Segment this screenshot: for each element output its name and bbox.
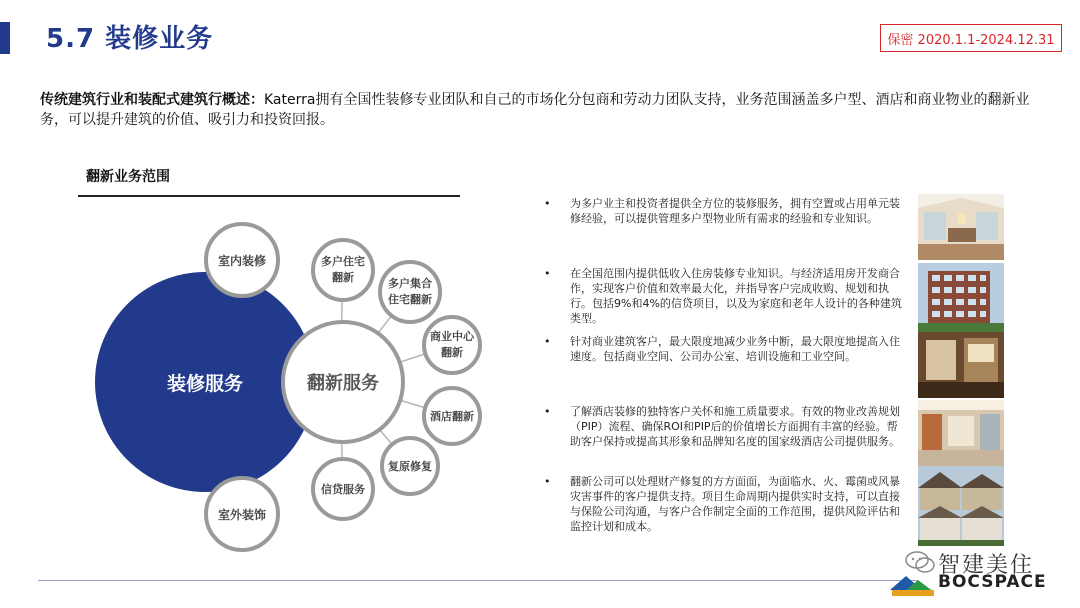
bullet-dot: • [544,475,551,488]
photo-townhouses [918,466,1004,546]
bullet-item-commercial [540,334,905,364]
core-label: 装修服务 [166,372,243,395]
house-logo-icon [888,570,938,600]
section-title: 翻新业务范围 [86,169,170,185]
photo-hotel-lobby [918,400,1004,466]
title-accent-bar [0,22,10,54]
footer-divider [38,580,918,581]
bullet-item-affordable [540,266,905,326]
bullet-text: 为多户业主和投资者提供全方位的装修服务，拥有空置或占用单元装修经验，可以提供管理多户型物业所有需求的经验和专业知识。 [570,197,900,225]
section-divider [78,195,460,197]
bullet-text: 翻新公司可以处理财产修复的方方面面，为面临水、火、霉菌或风暴灾害事件的客户提供支持。项目生命周期内提供实时支持，可以直接与保险公司沟通，与客户合作制定全面的工作范围，提供风险评估和监控计划和成本。 [570,475,900,533]
bullet-item-hotel [540,404,905,449]
bullet-item-restoration [540,474,905,534]
photo-commercial-interior [918,332,1004,398]
sub-label-6: 信贷服务 [321,483,365,496]
intro-text: Katerra拥有全国性装修专业团队和自己的市场化分包商和劳动力团队支持，业务范围涵盖多户型、酒店和商业物业的翻新业务，可以提升建筑的价值、吸引力和投资回报。 [40,92,1030,128]
sub-label-2: 多户集合住宅翻新 [388,277,432,306]
bullet-text: 在全国范围内提供低收入住房装修专业知识。与经济适用房开发商合作，实现客户价值和效率最大化，并指导客户完成收购、规划和执行。包括9%和4%的信贷项目，以及为家庭和老年人设计的各种建筑类型。 [570,267,902,325]
page-title: 5.7 装修业务 [46,24,214,54]
photo-apartment-building [918,263,1004,333]
hub-label: 翻新服务 [307,373,379,394]
exterior-label: 室外装饰 [217,507,266,522]
bullet-dot: • [544,405,551,418]
service-diagram [0,200,540,560]
interior-label: 室内装修 [217,253,266,268]
bullet-item-multifamily [540,196,905,226]
logo-english-text: BOCSPACE [938,572,1047,592]
sub-label-4: 酒店翻新 [430,410,474,423]
intro-label: 传统建筑行业和装配式建筑行概述： [40,92,264,108]
logo-chinese-text: 智建美住 [938,553,1035,578]
bullet-dot: • [544,267,551,280]
sub-label-3: 商业中心翻新 [430,330,474,359]
bullet-text: 了解酒店装修的独特客户关怀和施工质量要求。有效的物业改善规划（PIP）流程、确保ROI和PIP后的价值增长方面拥有丰富的经验。帮助客户保持或提高其形象和品牌知名度的国家级酒店公司提供服务。 [570,405,900,448]
sub-label-5: 复原修复 [388,460,432,473]
sub-label-1: 多户住宅翻新 [321,255,365,284]
bullet-dot: • [544,335,551,348]
bullet-text: 针对商业建筑客户，最大限度地减少业务中断，最大限度地提高入住速度。包括商业空间、公司办公室、培训设施和工业空间。 [570,335,900,363]
photo-multifamily-interior [918,194,1004,260]
intro-paragraph [40,90,1050,130]
bullet-dot: • [544,197,551,210]
confidential-badge: 保密 2020.1.1-2024.12.31 [880,24,1062,52]
